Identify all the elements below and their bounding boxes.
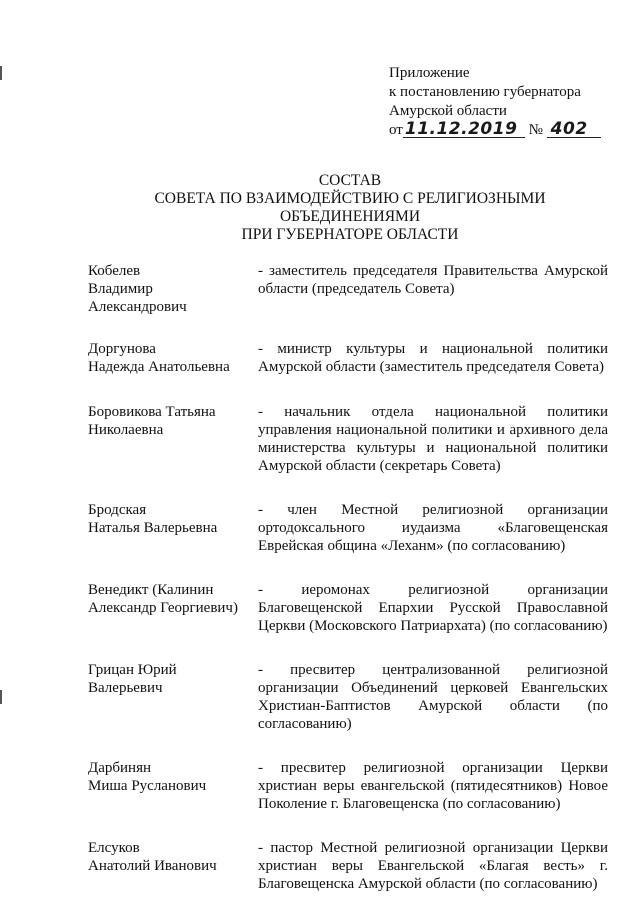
member-name: Кобелев Владимир Александрович [88,263,187,315]
member-role: - министр культуры и национальной политики Амурской области (заместитель председателя Совета) [258,341,608,375]
member-name: Бродская Наталья Валерьевна [88,502,218,536]
member-row [88,403,610,475]
member-row [88,759,610,813]
member-name: Елсуков Анатолий Иванович [88,840,217,874]
members-list [88,262,610,893]
title-line: ПРИ ГУБЕРНАТОРЕ ОБЛАСТИ [241,226,459,243]
member-role: - начальник отдела национальной политики управления национальной политики и архивного дела министерства культуры и национальной политики Амурской области (секретарь Совета) [258,404,608,474]
member-name: Дарбинян Миша Русланович [88,760,207,794]
scan-edge-mark [0,66,2,80]
appendix-region: Амурской области [389,103,507,119]
date-prefix: от [389,122,403,138]
member-role: - пресвитер централизованной религиозной организации Объединений церковей Евангельских Христиан-Баптистов Амурской области (по согласованию) [258,662,608,732]
member-row [88,661,610,733]
member-role: - иеромонах религиозной организации Благовещенской Епархии Русской Православной Церкви (Московского Патриархата) (по согласованию) [258,582,608,634]
member-row [88,581,610,635]
member-row [88,501,610,555]
member-name: Доргунова Надежда Анатольевна [88,341,230,375]
member-name: Венедикт (Калинин Александр Георгиевич) [88,582,238,616]
member-role: - пастор Местной религиозной организации Церкви христиан веры Евангельской «Благая весть» г. Благовещенска Амурской области (по согласованию) [258,840,608,892]
member-row [88,839,610,893]
number-prefix: № [528,122,543,138]
decree-date: 11.12.2019 [403,121,525,138]
appendix-date-number [389,121,619,140]
member-role: - пресвитер религиозной организации Церкви христиан веры евангельской (пятидесятников) Новое Поколение г. Благовещенска (по согласованию) [258,760,608,812]
member-row [88,262,610,316]
title-line: СОСТАВ [318,172,382,189]
document-title [100,172,600,244]
member-role: - заместитель председателя Правительства Амурской области (председатель Совета) [258,263,608,297]
scan-edge-mark [0,690,2,704]
appendix-decree: к постановлению губернатора [389,84,581,100]
title-line: СОВЕТА ПО ВЗАИМОДЕЙСТВИЮ С РЕЛИГИОЗНЫМИ [154,190,546,207]
title-line: ОБЪЕДИНЕНИЯМИ [279,208,421,225]
member-name: Грицан Юрий Валерьевич [88,662,177,696]
appendix-label: Приложение [389,65,470,81]
decree-number: 402 [547,121,601,138]
member-row [88,340,610,376]
appendix-header [389,64,619,140]
member-role: - член Местной религиозной организации ортодоксального иудаизма «Благовещенская Еврейская община «Леханм» (по согласованию) [258,502,608,554]
member-name: Боровикова Татьяна Николаевна [88,404,216,438]
